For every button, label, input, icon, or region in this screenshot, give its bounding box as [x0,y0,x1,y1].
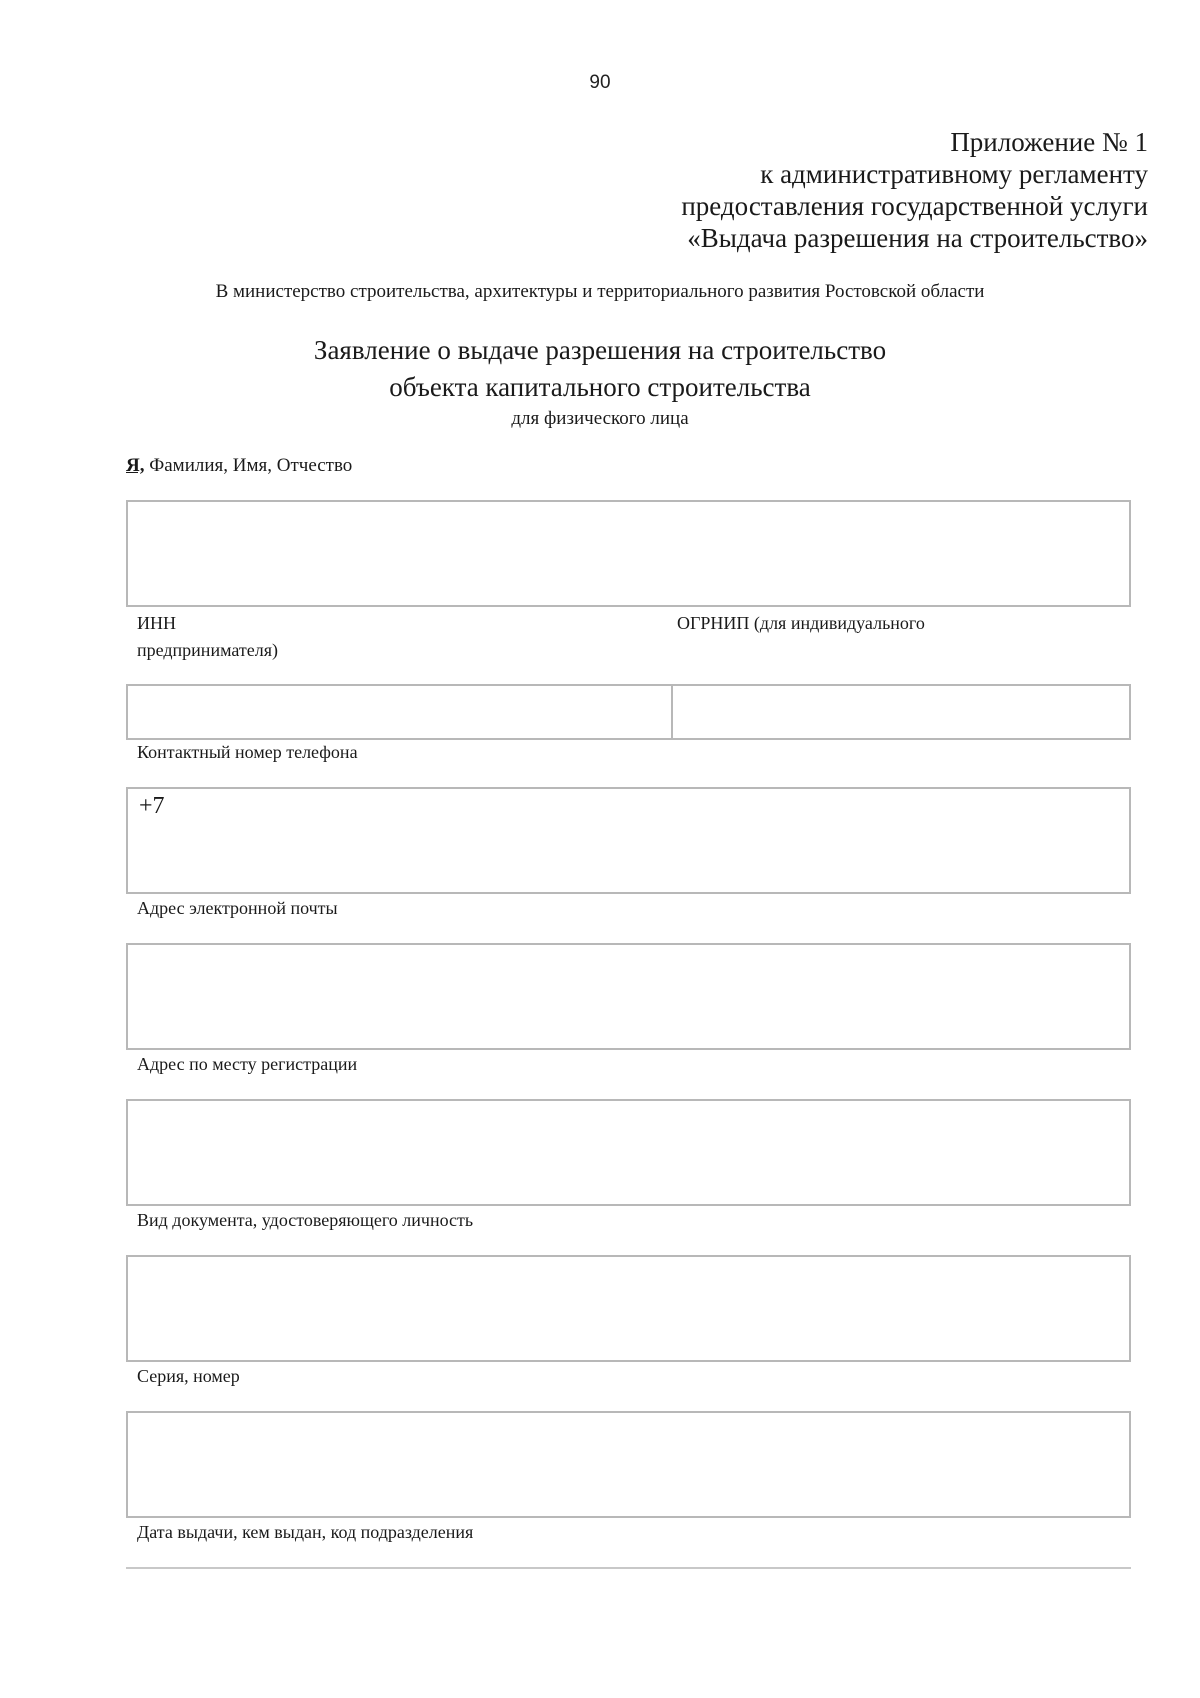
inn-field[interactable] [126,684,673,740]
id-document-type-field[interactable] [126,1255,1131,1362]
phone-value: +7 [139,793,165,819]
registration-address-field[interactable] [126,1099,1131,1206]
document-title-line-2: объекта капитального строительства [389,372,811,402]
addressee: В министерство строительства, архитектуры и территориального развития Ростовской области [215,281,985,302]
document-subtitle: для физического лица [511,408,689,429]
fio-label: Фамилия, Имя, Отчество [144,455,353,476]
fio-field[interactable] [126,500,1131,607]
applicant-pronoun: Я, [126,455,145,476]
ogrnip-label-continuation: предпринимателя) [137,640,278,660]
id-document-type-label: Вид документа, удостоверяющего личность [137,1210,474,1230]
ogrnip-field[interactable] [671,684,1131,740]
page-number: 90 [589,72,611,93]
phone-field[interactable] [126,787,1131,894]
applicant-intro [126,455,352,477]
email-field[interactable] [126,943,1131,1050]
issue-info-field-edge[interactable] [126,1567,1131,1569]
series-number-field[interactable] [126,1411,1131,1518]
inn-label: ИНН [137,613,176,633]
series-number-label: Серия, номер [137,1366,240,1386]
appendix-header [681,126,1148,254]
email-label: Адрес электронной почты [137,898,338,918]
appendix-line: к административному регламенту [760,159,1148,189]
appendix-line: Приложение № 1 [950,127,1148,157]
issue-info-label: Дата выдачи, кем выдан, код подразделения [137,1522,474,1542]
document-title-line-1: Заявление о выдаче разрешения на строительство [313,335,887,365]
document-title [0,332,1200,406]
appendix-line: предоставления государственной услуги [681,191,1148,221]
ogrnip-label: ОГРНИП (для индивидуального [677,613,925,633]
registration-address-label: Адрес по месту регистрации [137,1054,358,1074]
phone-label: Контактный номер телефона [137,742,358,762]
appendix-line: «Выдача разрешения на строительство» [687,223,1148,253]
